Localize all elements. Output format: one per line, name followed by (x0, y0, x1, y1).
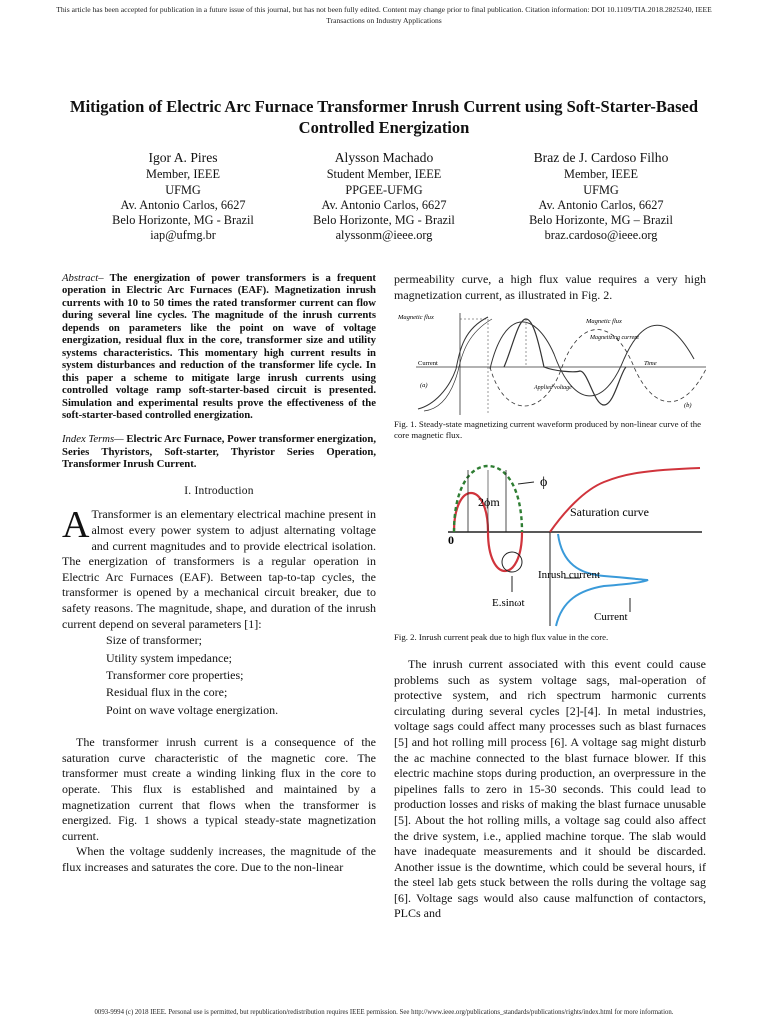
author-org: PPGEE-UFMG (345, 182, 423, 197)
fig1-label-b: (b) (684, 402, 692, 410)
fig1-label-mag-current: Magnetizing current (590, 335, 639, 342)
fig1-label-time: Time (644, 360, 657, 368)
header-notice: This article has been accepted for publication in a future issue of this journal, but has not been fully edited. Content may change prior to final publication. Citation information: DOI 10.1109/TIA.2018.2825240, IEEE (56, 5, 712, 14)
index-terms (62, 433, 376, 470)
author-2 (269, 150, 499, 244)
list-item: Point on wave voltage energization. (106, 702, 279, 717)
author-org: UFMG (583, 182, 619, 197)
fig2-label-inrush: Inrush current (538, 569, 601, 582)
author-email: alyssonm@ieee.org (335, 228, 433, 243)
fig1-label-a: (a) (420, 382, 428, 390)
author-name: Braz de J. Cardoso Filho (533, 150, 669, 165)
fig2-label-saturation: Saturation curve (570, 505, 649, 520)
author-city: Belo Horizonte, MG - Brazil (313, 213, 455, 228)
paper-title: Mitigation of Electric Arc Furnace Transformer Inrush Current using Soft-Starter-Based Controlled Energization (70, 97, 698, 137)
author-address: Av. Antonio Carlos, 6627 (538, 197, 664, 212)
author-name: Igor A. Pires (148, 150, 218, 165)
figure-2 (394, 460, 714, 630)
list-item: Size of transformer; (106, 633, 202, 648)
author-1 (68, 150, 298, 244)
fig2-label-current: Current (594, 611, 628, 624)
intro-paragraph-2: The transformer inrush current is a consequence of the saturation curve characteristic of the magnetic core. The transformer must create a winding linking flux in the core to operate. This flux is established and maintained by a magnetization current that flows when the transformer is energized. Fig. 1 shows a typical steady-state magnetization current. (62, 735, 376, 843)
author-email: braz.cardoso@ieee.org (544, 228, 658, 243)
fig2-label-phi: ϕ (540, 475, 548, 491)
author-3 (486, 150, 716, 244)
index-terms-label: Index Terms— (62, 433, 124, 446)
author-role: Member, IEEE (564, 167, 638, 182)
section-heading: I. Introduction (184, 484, 254, 497)
author-address: Av. Antonio Carlos, 6627 (321, 197, 447, 212)
intro-paragraph-1 (62, 504, 376, 632)
drop-cap: A (62, 504, 90, 547)
author-city: Belo Horizonte, MG – Brazil (529, 213, 673, 228)
left-column (62, 272, 376, 876)
fig2-label-esin: E.sinωt (492, 597, 525, 610)
author-role: Student Member, IEEE (326, 167, 442, 182)
list-item: Residual flux in the core; (106, 685, 228, 700)
fig1-label-flux-right: Magnetic flux (586, 318, 622, 326)
figure-1-caption: Fig. 1. Steady-state magnetizing current waveform produced by non-linear curve of the core magnetic flux. (394, 419, 702, 440)
list-item: Utility system impedance; (106, 650, 232, 665)
figure-1-diagram (394, 309, 710, 417)
fig2-phi-arrow (518, 482, 534, 484)
figure-2-caption: Fig. 2. Inrush current peak due to high flux value in the core. (394, 632, 609, 643)
intro-paragraph-3: When the voltage suddenly increases, the magnitude of the flux increases and saturates the core. Due to the non-linear (62, 844, 376, 874)
fig1-flux-wave (490, 322, 694, 396)
right-paragraph-2: The inrush current associated with this event could cause problems such as system voltage sags, mal-operation of protective system, and rich spectrum harmonic currents circulating during several cycles [2]-[4]. In metal industries, voltage sags could affect many processes such as blast furnaces [5] and hot rolling mill process [6]. A voltage sag might disturb the ac machine connected to the blast furnace blower. If this electric machine stops during production, an overpressure in the pipelines falls to zero in 15-30 seconds. This could lead to production losses and risks of making the blast furnace unusable [5]. About the hot rolling mills, a voltage sag could also affect the drive system, i.e., applied machine torque. The slab would have inadequate measurements and it should be discarded. Another issue is the downtime, which could be several hours, if the steel lab gets stuck between the rolls during the voltage sag [6]. Voltage sags would also cause malfunction of contactors, PLCs and (394, 656, 706, 921)
figure-1 (394, 309, 710, 417)
fig1-label-applied: Applied voltage (534, 385, 572, 392)
copyright-footer: 0093-9994 (c) 2018 IEEE. Personal use is permitted, but republication/redistribution requires IEEE permission. See http://www.ieee.org/publications_standards/publications/rights/index.html for more information. (94, 1009, 674, 1016)
header-journal: Transactions on Industry Applications (326, 16, 442, 25)
fig2-saturation-curve (550, 468, 700, 532)
index-terms-text: Electric Arc Furnace, Power transformer energization, Series Thyristors, Soft-starter, Thyristor Series Operation, Transformer Inrush Current. (62, 433, 376, 471)
abstract-text: The energization of power transformers is a frequent operation in Electric Arc Furnaces (EAF). Magnetization inrush currents with 10 to 50 times the rated transformer current can flow during several line cycles. The magnitude of the inrush currents depends on parameters like the point on wave of voltage energization, residual flux in the core, transformer size and utility systems characteristics. This momentary high current results in system disturbances and reduction of the transformer life cycle. In this paper a scheme to mitigate large inrush currents using controlled voltage ramp soft-starter-based circuit is presented. Simulation and experimental results prove the effectiveness of the soft-starter-based controlled energization. (62, 272, 376, 421)
list-item: Transformer core properties; (106, 667, 244, 682)
parameter-list (62, 632, 376, 719)
author-org: UFMG (165, 182, 201, 197)
journal-header (20, 4, 748, 26)
fig1-label-current: Current (418, 360, 438, 368)
right-column (394, 272, 706, 922)
fig1-label-flux: Magnetic flux (398, 314, 434, 322)
author-name: Alysson Machado (334, 150, 434, 165)
fig2-label-2phi: 2ϕm (478, 495, 500, 510)
author-address: Av. Antonio Carlos, 6627 (120, 197, 246, 212)
right-paragraph-1: permeability curve, a high flux value requires a very high magnetization current, as illustrated in Fig. 2. (394, 272, 706, 302)
author-role: Member, IEEE (146, 167, 220, 182)
author-email: iap@ufmg.br (150, 228, 216, 243)
abstract-label: Abstract– (62, 272, 104, 284)
abstract (62, 272, 376, 421)
author-city: Belo Horizonte, MG - Brazil (112, 213, 254, 228)
figure-2-diagram (394, 460, 714, 630)
fig2-label-origin: 0 (448, 533, 454, 548)
intro-text-1: Transformer is an elementary electrical machine present in almost every power system to adjust alternating voltage and current magnitudes and to provide electrical isolation. The energization of transformers is a regular operation in Electric Arc Furnaces (EAF). Between tap-to-tap cycles, the transformer is opened by a mechanical circuit breaker, due to safety reasons. The magnitude, shape, and duration of the inrush current depend on several parameters [1]: (62, 507, 376, 631)
